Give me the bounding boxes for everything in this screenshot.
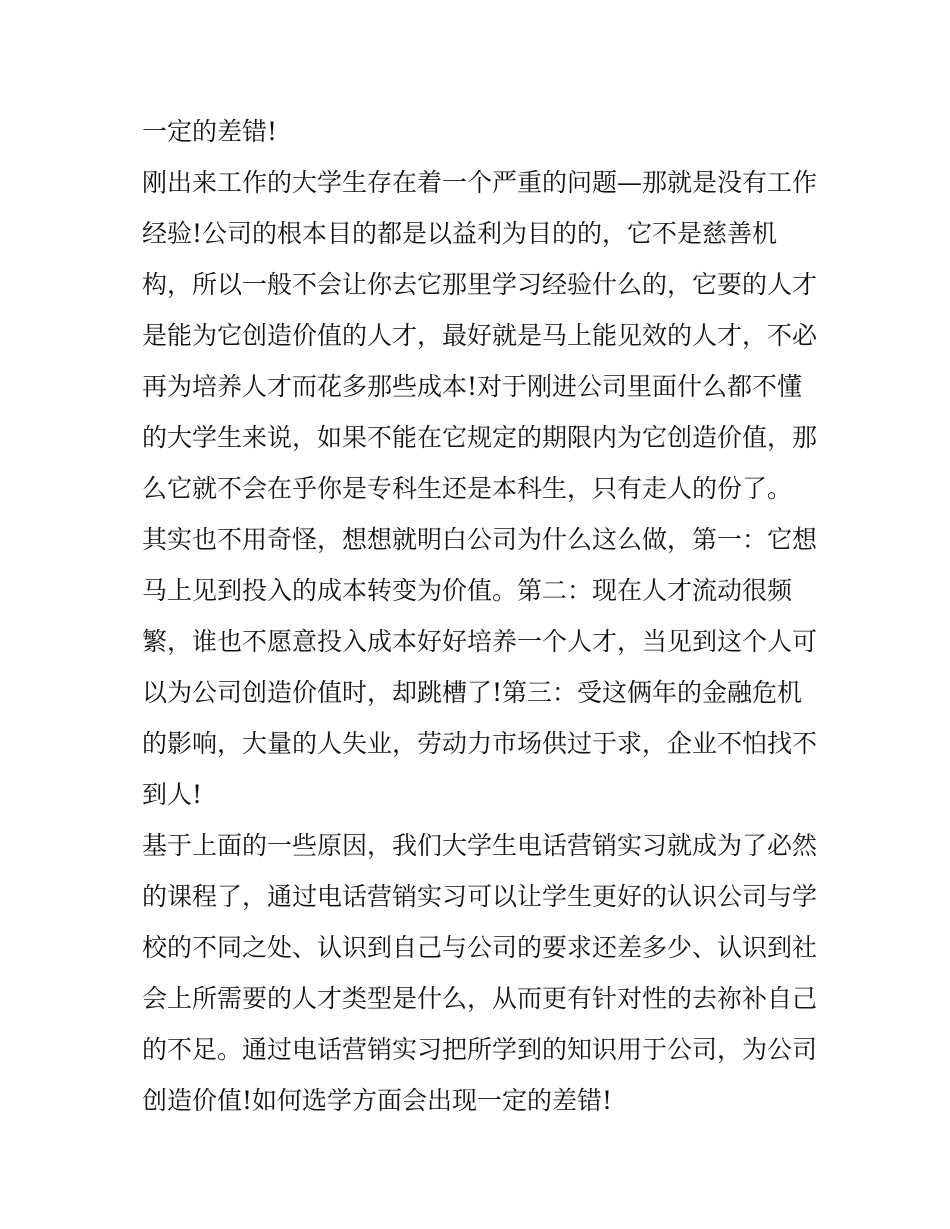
text-line: 的影响，大量的人失业，劳动力市场供过于求，企业不怕找不	[142, 729, 818, 758]
text-line: 一定的差错!	[142, 117, 278, 146]
text-line: 马上见到投入的成本转变为价值。第二：现在人才流动很频	[142, 576, 793, 605]
body-text	[142, 106, 822, 1126]
text-line: 的不足。通过电话营销实习把所学到的知识用于公司，为公司	[142, 1035, 818, 1064]
text-line: 以为公司创造价值时，却跳槽了!第三：受这俩年的金融危机	[142, 678, 803, 707]
text-line: 经验!公司的根本目的都是以益利为目的的，它不是慈善机	[142, 219, 778, 248]
text-line: 构，所以一般不会让你去它那里学习经验什么的，它要的人才	[142, 270, 818, 299]
text-line: 刚出来工作的大学生存在着一个严重的问题—那就是没有工作	[142, 168, 818, 197]
text-line: 繁，谁也不愿意投入成本好好培养一个人才，当见到这个人可	[142, 627, 818, 656]
text-line: 会上所需要的人才类型是什么，从而更有针对性的去祢补自己	[142, 984, 818, 1013]
text-line: 再为培养人才而花多那些成本!对于刚进公司里面什么都不懂	[142, 372, 803, 401]
text-line: 基于上面的一些原因，我们大学生电话营销实习就成为了必然	[142, 831, 818, 860]
text-line: 校的不同之处、认识到自己与公司的要求还差多少、认识到社	[142, 933, 818, 962]
text-line: 的课程了，通过电话营销实习可以让学生更好的认识公司与学	[142, 882, 818, 911]
text-line: 创造价值!如何选学方面会出现一定的差错!	[142, 1086, 613, 1115]
text-line: 是能为它创造价值的人才，最好就是马上能见效的人才，不必	[142, 321, 818, 350]
text-line: 到人!	[142, 780, 203, 809]
text-line: 么它就不会在乎你是专科生还是本科生，只有走人的份了。	[142, 474, 793, 503]
text-line: 其实也不用奇怪，想想就明白公司为什么这么做，第一：它想	[142, 525, 818, 554]
text-line: 的大学生来说，如果不能在它规定的期限内为它创造价值，那	[142, 423, 818, 452]
